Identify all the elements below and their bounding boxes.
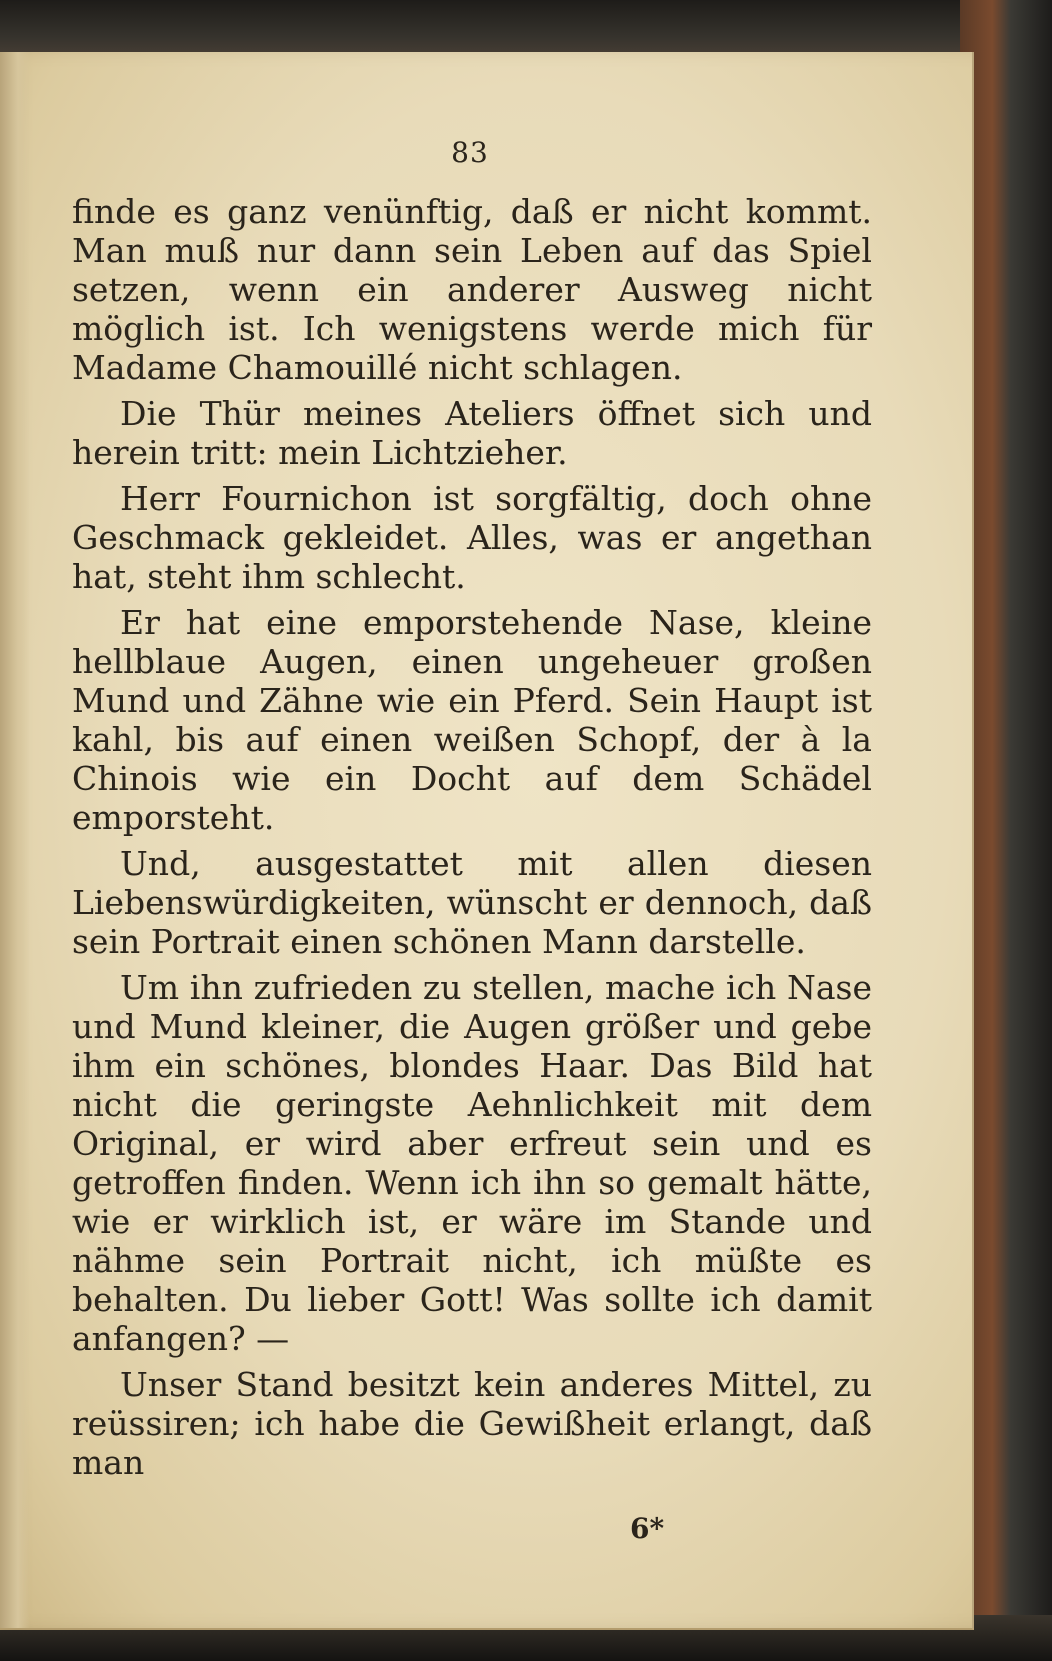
signature-mark: 6* — [630, 1512, 665, 1545]
paragraph: Er hat eine emporstehende Nase, kleine hellblaue Augen, einen ungeheuer großen Mund und Zähne wie ein Pferd. Sein Haupt ist kahl, bis auf einen weißen Schopf, der à la Chinois wie ein Docht auf dem Schädel emporsteht. — [72, 603, 872, 837]
page-body-text — [72, 192, 872, 1489]
book-page — [0, 52, 974, 1630]
paragraph: Und, ausgestattet mit allen diesen Liebenswürdigkeiten, wünscht er dennoch, daß sein Portrait einen schönen Mann darstelle. — [72, 844, 872, 961]
paragraph: Um ihn zufrieden zu stellen, mache ich Nase und Mund kleiner, die Augen größer und gebe ihm ein schönes, blondes Haar. Das Bild hat nicht die geringste Aehnlichkeit mit dem Original, er wird aber erfreut sein und es getroffen finden. Wenn ich ihn so gemalt hätte, wie er wirklich ist, er wäre im Stande und nähme sein Portrait nicht, ich müßte es behalten. Du lieber Gott! Was sollte ich damit anfangen? — — [72, 968, 872, 1358]
page-number: 83 — [451, 136, 489, 169]
paragraph: Unser Stand besitzt kein anderes Mittel, zu reüssiren; ich habe die Gewißheit erlangt, daß man — [72, 1365, 872, 1482]
paragraph: Die Thür meines Ateliers öffnet sich und herein tritt: mein Lichtzieher. — [72, 394, 872, 472]
paragraph: Herr Fournichon ist sorgfältig, doch ohne Geschmack gekleidet. Alles, was er angethan hat, steht ihm schlecht. — [72, 479, 872, 596]
page-gutter-shadow — [0, 52, 30, 1628]
paragraph: finde es ganz venünftig, daß er nicht kommt. Man muß nur dann sein Leben auf das Spiel setzen, wenn ein anderer Ausweg nicht möglich ist. Ich wenigstens werde mich für Madame Chamouillé nicht schlagen. — [72, 192, 872, 387]
book-cover-top-edge — [0, 0, 1052, 60]
